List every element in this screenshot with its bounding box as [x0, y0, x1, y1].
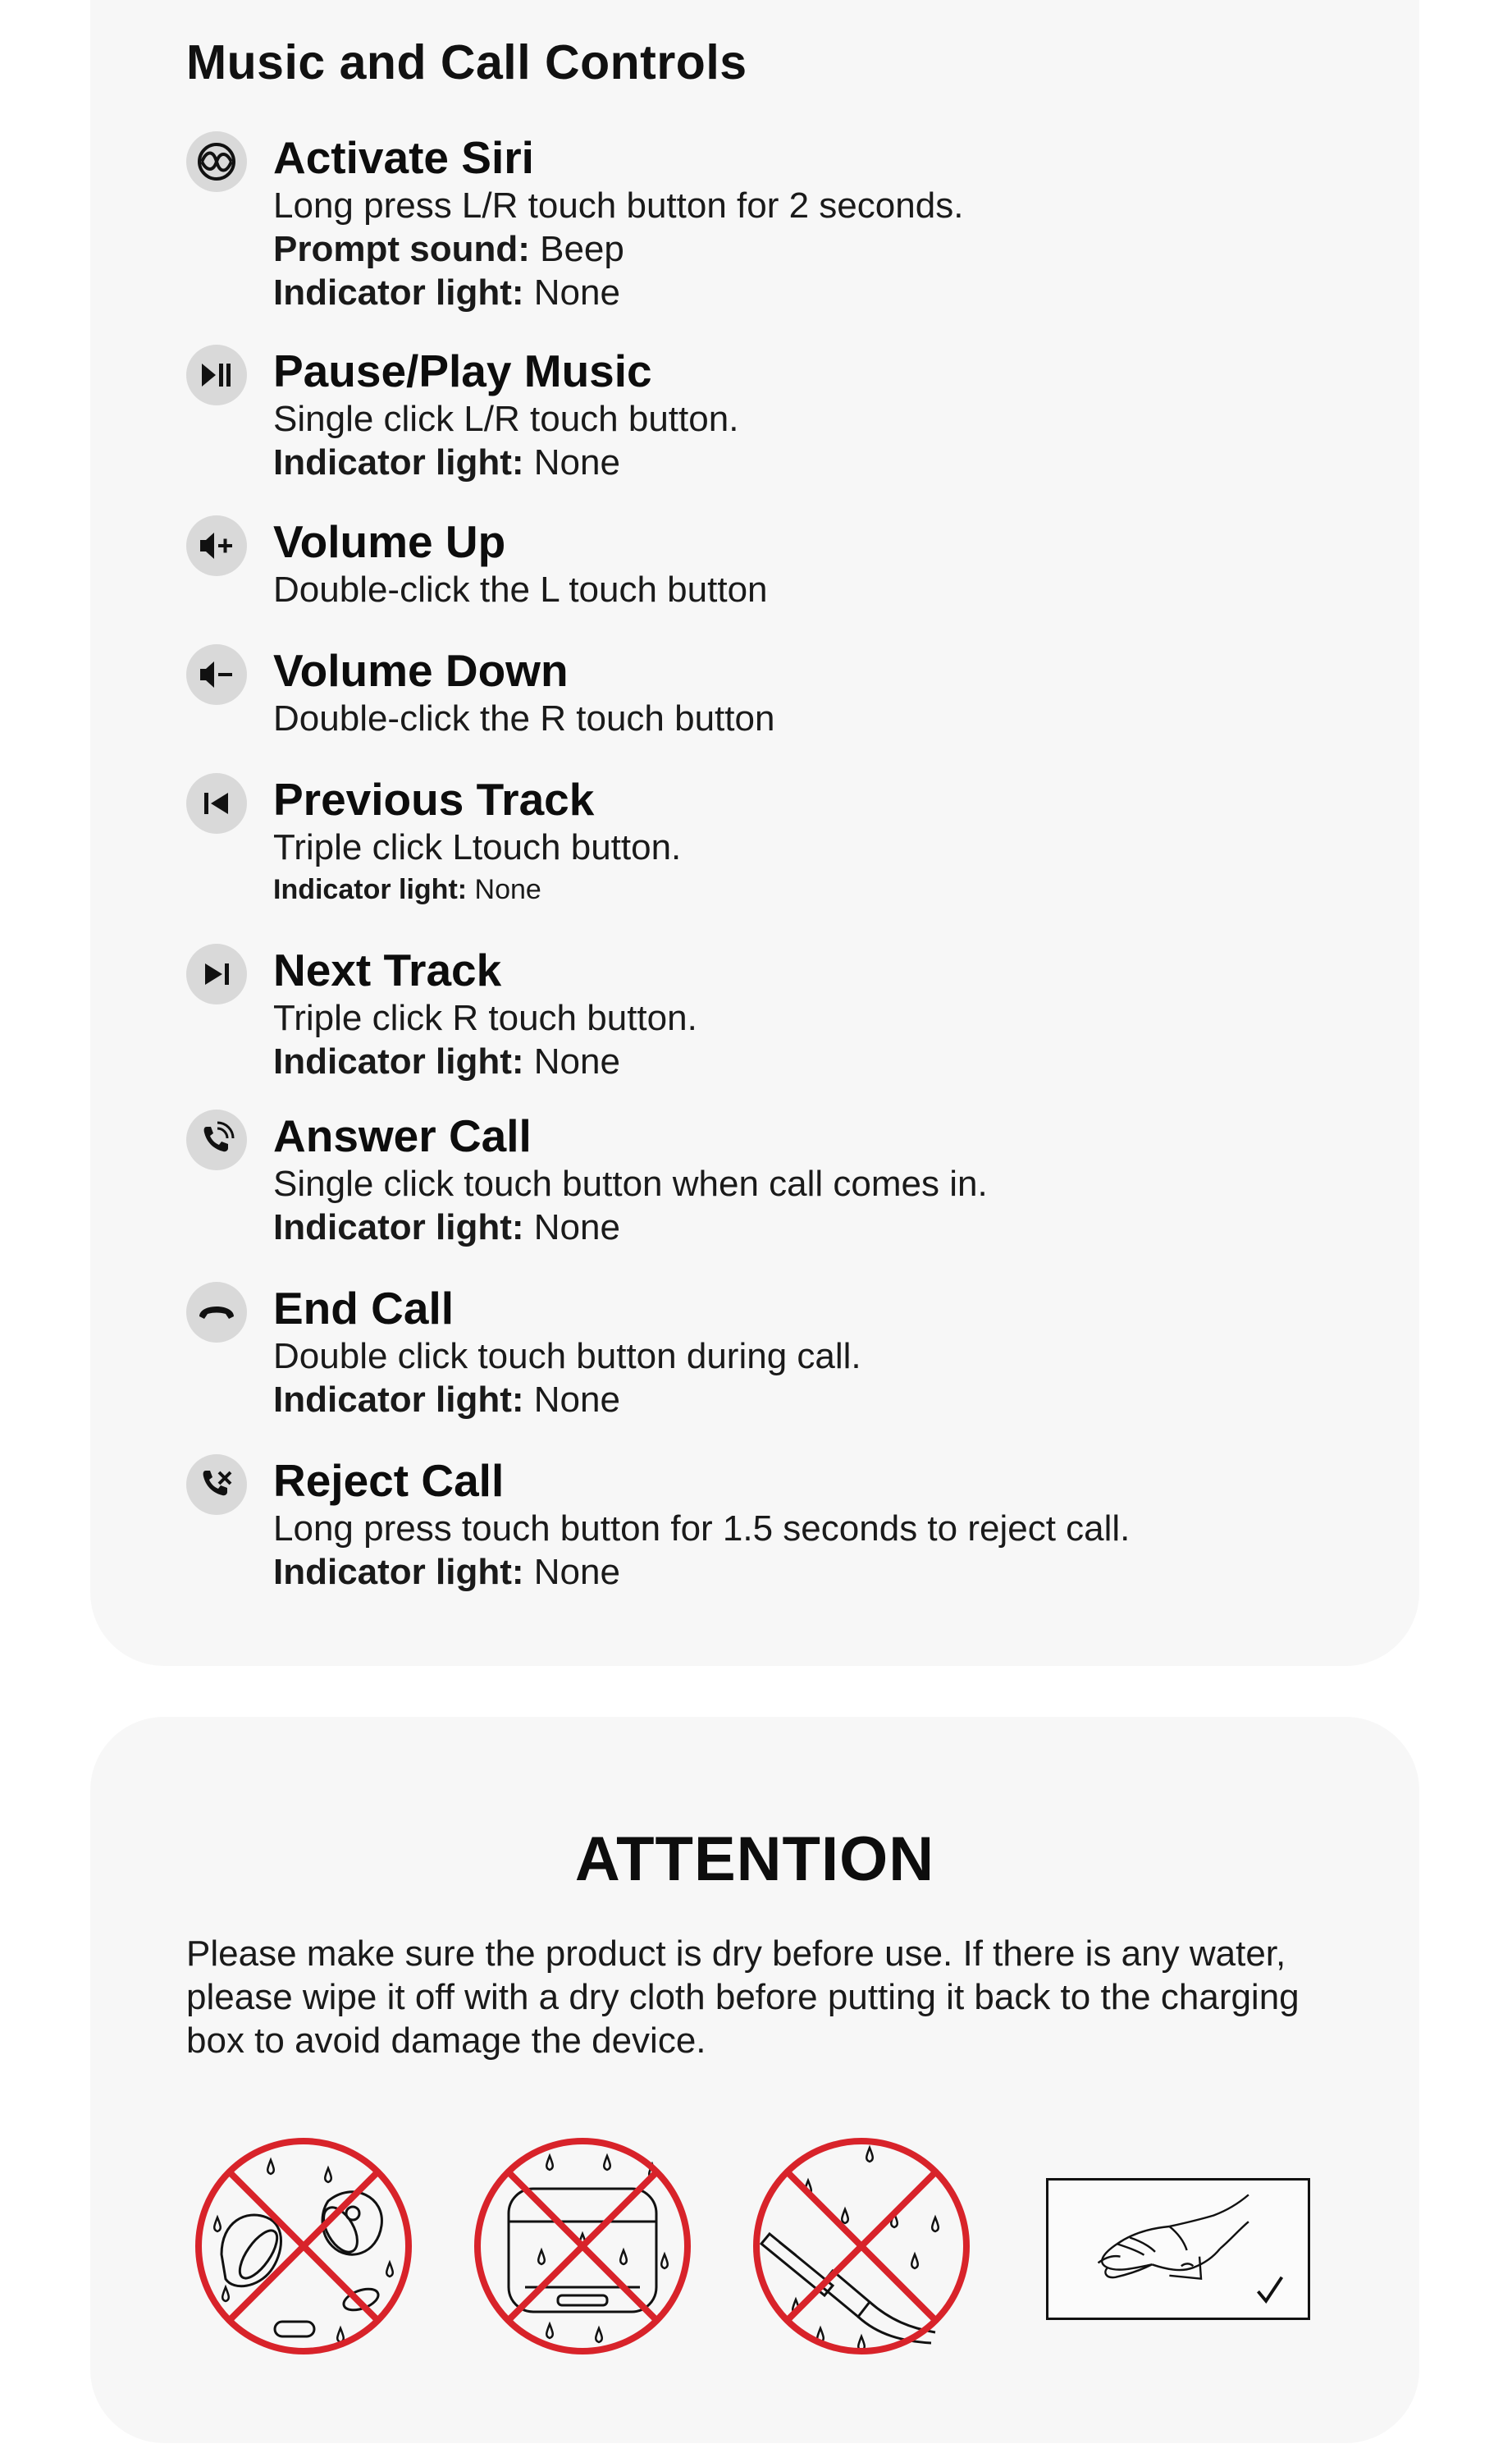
control-title: Next Track: [273, 945, 502, 995]
control-title: Pause/Play Music: [273, 346, 652, 396]
control-detail: [273, 441, 1340, 484]
control-title: Previous Track: [273, 774, 595, 825]
end-call-icon: [186, 1282, 247, 1343]
detail-label: Indicator light:: [273, 1552, 524, 1592]
detail-label: Prompt sound:: [273, 229, 530, 269]
controls-card: [90, 0, 1419, 1666]
detail-value: None: [533, 1041, 620, 1082]
detail-value: None: [533, 1380, 620, 1420]
detail-value: None: [533, 272, 620, 313]
control-title: Volume Down: [273, 645, 569, 696]
control-title: Activate Siri: [273, 132, 534, 183]
control-description: Double click touch button during call.: [273, 1336, 861, 1376]
control-title: Reject Call: [273, 1455, 505, 1506]
attention-body: Please make sure the product is dry before use. If there is any water, please wipe it off with a dry cloth before putting it back to the charging box to avoid damage the device.: [186, 1933, 1300, 2061]
control-description: Double-click the L touch button: [273, 570, 768, 610]
detail-label: Indicator light:: [273, 272, 524, 313]
control-detail: [273, 1378, 1340, 1421]
control-description: Long press touch button for 1.5 seconds to reject call.: [273, 1508, 1131, 1549]
next-track-icon: [186, 944, 247, 1004]
no-wet-charging-case-icon: [468, 2131, 697, 2361]
reject-call-icon: [186, 1454, 247, 1515]
detail-value: None: [533, 1207, 620, 1247]
detail-label: Indicator light:: [273, 1041, 524, 1082]
wipe-dry-icon: [1046, 2178, 1310, 2320]
control-title: End Call: [273, 1283, 455, 1334]
no-wet-charging-cable-icon: [747, 2131, 976, 2361]
detail-value: Beep: [540, 229, 624, 269]
section-title: Music and Call Controls: [186, 35, 747, 89]
previous-track-icon: [186, 773, 247, 834]
control-detail: [273, 869, 1340, 910]
control-description: Single click L/R touch button.: [273, 399, 739, 439]
control-description: Long press L/R touch button for 2 seconds.: [273, 185, 964, 226]
control-detail: [273, 227, 1340, 271]
detail-value: None: [474, 874, 541, 905]
control-description: Triple click Ltouch button.: [273, 827, 682, 867]
control-detail: [273, 271, 1340, 314]
volume-up-icon: [186, 515, 247, 576]
detail-label: Indicator light:: [273, 442, 524, 483]
attention-title: ATTENTION: [574, 1824, 935, 1894]
control-description: Triple click R touch button.: [273, 998, 697, 1038]
control-detail: [273, 1040, 1340, 1083]
no-wet-earbuds-icon: [189, 2131, 418, 2361]
control-detail: [273, 1206, 1340, 1249]
detail-label: Indicator light:: [273, 874, 468, 905]
attention-card: [90, 1717, 1419, 2443]
detail-label: Indicator light:: [273, 1207, 524, 1247]
detail-label: Indicator light:: [273, 1380, 524, 1420]
control-title: Answer Call: [273, 1110, 532, 1161]
control-description: Single click touch button when call comes in.: [273, 1164, 988, 1204]
siri-icon: [186, 131, 247, 192]
detail-value: None: [533, 1552, 620, 1592]
play-pause-icon: [186, 345, 247, 405]
control-title: Volume Up: [273, 516, 506, 567]
volume-down-icon: [186, 644, 247, 705]
answer-call-icon: [186, 1110, 247, 1170]
control-description: Double-click the R touch button: [273, 698, 775, 739]
control-detail: [273, 1550, 1340, 1594]
detail-value: None: [533, 442, 620, 483]
